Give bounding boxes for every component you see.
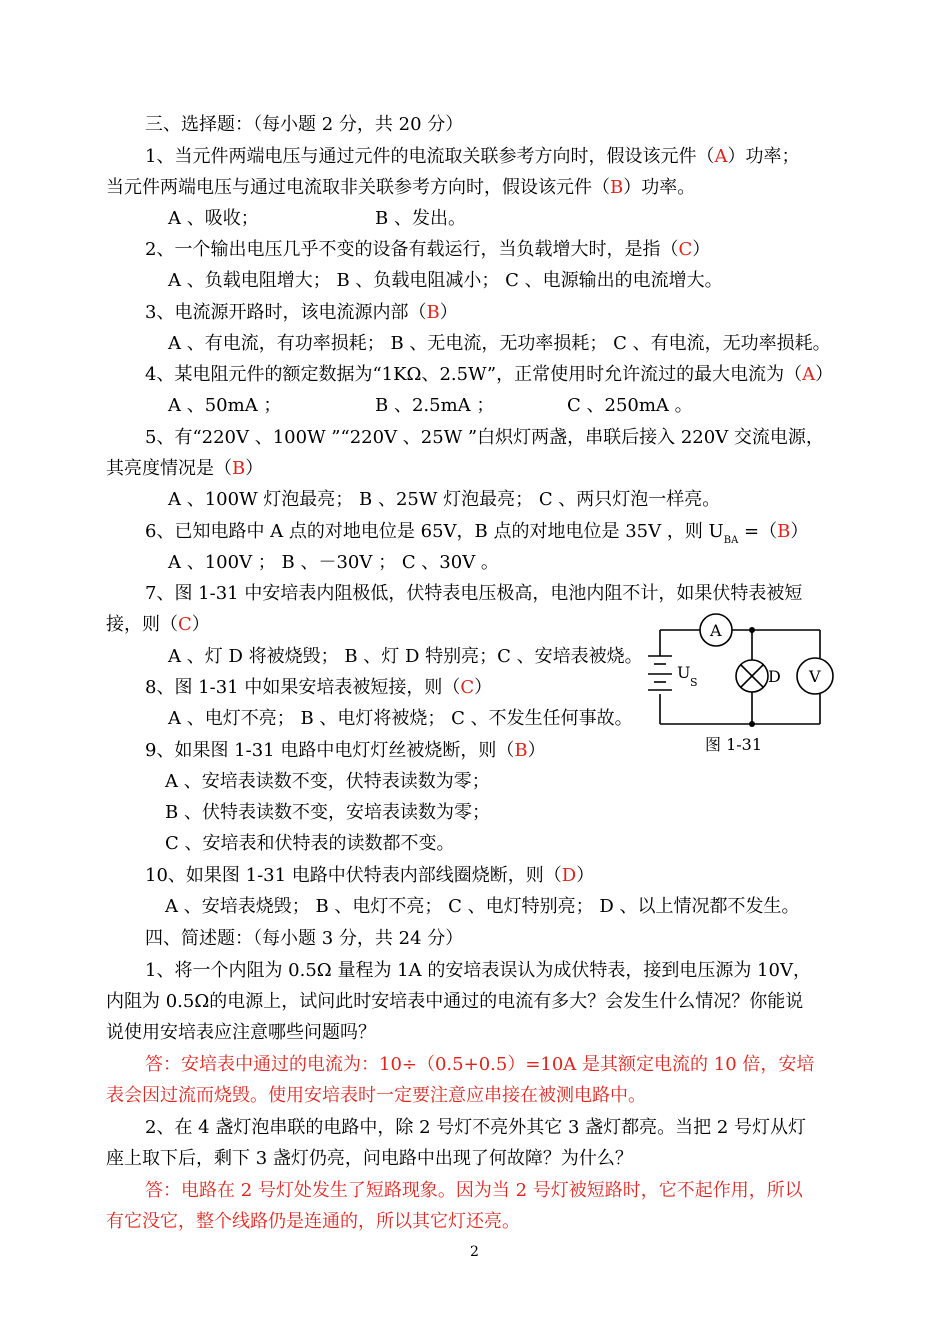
q7-text: 接，则（ [106, 614, 178, 635]
figure-caption: 图 1-31 [705, 735, 763, 754]
q2-close: ） [692, 239, 711, 260]
q9-close: ） [527, 740, 546, 761]
voltmeter-label: V [809, 667, 821, 686]
q4-option-c: C 、250mA 。 [567, 395, 693, 416]
q8-close: ） [474, 677, 493, 698]
s1-answer-line-1: 答：安培表中通过的电流为：10÷（0.5+0.5）=10A 是其额定电流的 10 倍，安培 [145, 1054, 815, 1075]
q9-text: 9、如果图 1-31 电路中电灯灯丝被烧断，则（ [145, 740, 515, 761]
q8-text: 8、图 1-31 中如果安培表被短接，则（ [145, 677, 461, 698]
q6-subscript: BA [723, 535, 739, 546]
q6-answer: B [777, 521, 791, 542]
q9-option-b: B 、伏特表读数不变，安培表读数为零； [165, 802, 490, 823]
q1-text-b: ）功率； [727, 146, 800, 167]
q2-text: 2、一个输出电压几乎不变的设备有载运行，当负载增大时，是指（ [145, 239, 679, 260]
question-1-line-1 [145, 146, 799, 168]
q4-option-a: A 、50mA ； [168, 395, 282, 416]
q1-option-a: A 、吸收； [168, 208, 259, 229]
q6-options: A 、100V ； B 、－30V ； C 、30V 。 [168, 552, 499, 573]
q4-option-b: B 、2.5mA ； [375, 395, 495, 416]
q1-option-b: B 、发出。 [375, 208, 466, 229]
q4-answer: A [802, 364, 816, 385]
q4-text: 4、某电阻元件的额定数据为“1KΩ、2.5W”，正常使用时允许流过的最大电流为（ [145, 364, 803, 385]
source-subscript: S [690, 676, 698, 689]
q2-answer: C [678, 239, 693, 260]
q9-answer: B [514, 740, 528, 761]
question-6 [145, 521, 808, 546]
q3-options: A 、有电流，有功率损耗； B 、无电流，无功率损耗； C 、有电流，无功率损耗。 [168, 333, 831, 354]
s2-answer-line-1: 答：电路在 2 号灯处发生了短路现象。因为当 2 号灯被短路时，它不起作用，所以 [145, 1180, 803, 1201]
circuit-diagram-1-31 [645, 612, 835, 762]
ammeter-label: A [710, 621, 722, 640]
q1-text-d: ）功率。 [623, 177, 696, 198]
question-1-line-2 [106, 177, 695, 199]
s1-line-1: 1、将一个内阻为 0.5Ω 量程为 1A 的安培表误认为成伏特表，接到电压源为 10V， [145, 960, 811, 981]
lamp-label: D [768, 667, 781, 686]
section-3-title: 三、选择题：（每小题 2 分，共 20 分） [145, 114, 464, 135]
question-2 [145, 239, 710, 261]
q6-eq: =（ [738, 521, 778, 542]
q5-text: 其亮度情况是（ [106, 458, 232, 479]
q5-answer: B [232, 458, 246, 479]
question-7-line-2 [106, 614, 210, 636]
q4-close: ） [815, 364, 834, 385]
s1-line-2: 内阻为 0.5Ω的电源上，试问此时安培表中通过的电流有多大？会发生什么情况？你能说 [106, 991, 804, 1012]
q10-answer: D [561, 865, 577, 886]
question-5-line-1: 5、有“220V 、100W ”“220V 、25W ”白炽灯两盏，串联后接入 220V 交流电源， [145, 427, 824, 448]
s2-line-2: 座上取下后，剩下 3 盏灯仍亮，问电路中出现了何故障？为什么？ [106, 1148, 633, 1169]
question-4 [145, 364, 833, 386]
q3-answer: B [426, 302, 440, 323]
q10-close: ） [576, 865, 595, 886]
q9-option-c: C 、安培表和伏特表的读数都不变。 [165, 833, 455, 854]
q3-text: 3、电流源开路时，该电流源内部（ [145, 302, 427, 323]
question-10 [145, 865, 594, 887]
q7-answer: C [178, 614, 192, 635]
q6-close: ） [790, 521, 809, 542]
question-9 [145, 740, 546, 762]
q3-close: ） [439, 302, 458, 323]
q7-options: A 、灯 D 将被烧毁； B 、灯 D 特别亮；C 、安培表被烧。 [168, 646, 643, 667]
q7-close: ） [191, 614, 210, 635]
q1-answer-1: A [714, 146, 728, 167]
s2-answer-line-2: 有它没它，整个线路仍是连通的，所以其它灯还亮。 [106, 1211, 520, 1232]
question-8 [145, 677, 492, 699]
q1-text-c: 当元件两端电压与通过电流取非关联参考方向时，假设该元件（ [106, 177, 610, 198]
page-number: 2 [470, 1244, 479, 1260]
question-7-line-1: 7、图 1-31 中安培表内阻极低，伏特表电压极高，电池内阻不计，如果伏特表被短 [145, 583, 803, 604]
q5-close: ） [245, 458, 264, 479]
q9-option-a: A 、安培表读数不变，伏特表读数为零； [165, 771, 490, 792]
q2-options: A 、负载电阻增大； B 、负载电阻减小； C 、电源输出的电流增大。 [168, 270, 723, 291]
section-4-title: 四、简述题：（每小题 3 分，共 24 分） [145, 928, 464, 949]
q6-text: 6、已知电路中 A 点的对地电位是 65V，B 点的对地电位是 35V ，则 U [145, 521, 724, 542]
source-label: U [677, 663, 691, 682]
s1-line-3: 说使用安培表应注意哪些问题吗？ [106, 1022, 376, 1043]
s1-answer-line-2: 表会因过流而烧毁。使用安培表时一定要注意应串接在被测电路中。 [106, 1085, 646, 1106]
s2-line-1: 2、在 4 盏灯泡串联的电路中，除 2 号灯不亮外其它 3 盏灯都亮。当把 2 号灯从灯 [145, 1117, 807, 1138]
q1-answer-2: B [610, 177, 624, 198]
q10-options: A 、安培表烧毁； B 、电灯不亮； C 、电灯特别亮； D 、以上情况都不发生。 [165, 896, 800, 917]
q8-options: A 、电灯不亮； B 、电灯将被烧； C 、不发生任何事故。 [168, 708, 633, 729]
q10-text: 10、如果图 1-31 电路中伏特表内部线圈烧断，则（ [145, 865, 562, 886]
q5-options: A 、100W 灯泡最亮； B 、25W 灯泡最亮； C 、两只灯泡一样亮。 [168, 489, 721, 510]
question-5-line-2 [106, 458, 263, 480]
q8-answer: C [460, 677, 475, 698]
q1-text-a: 1、当元件两端电压与通过元件的电流取关联参考方向时，假设该元件（ [145, 146, 715, 167]
question-3 [145, 302, 458, 324]
